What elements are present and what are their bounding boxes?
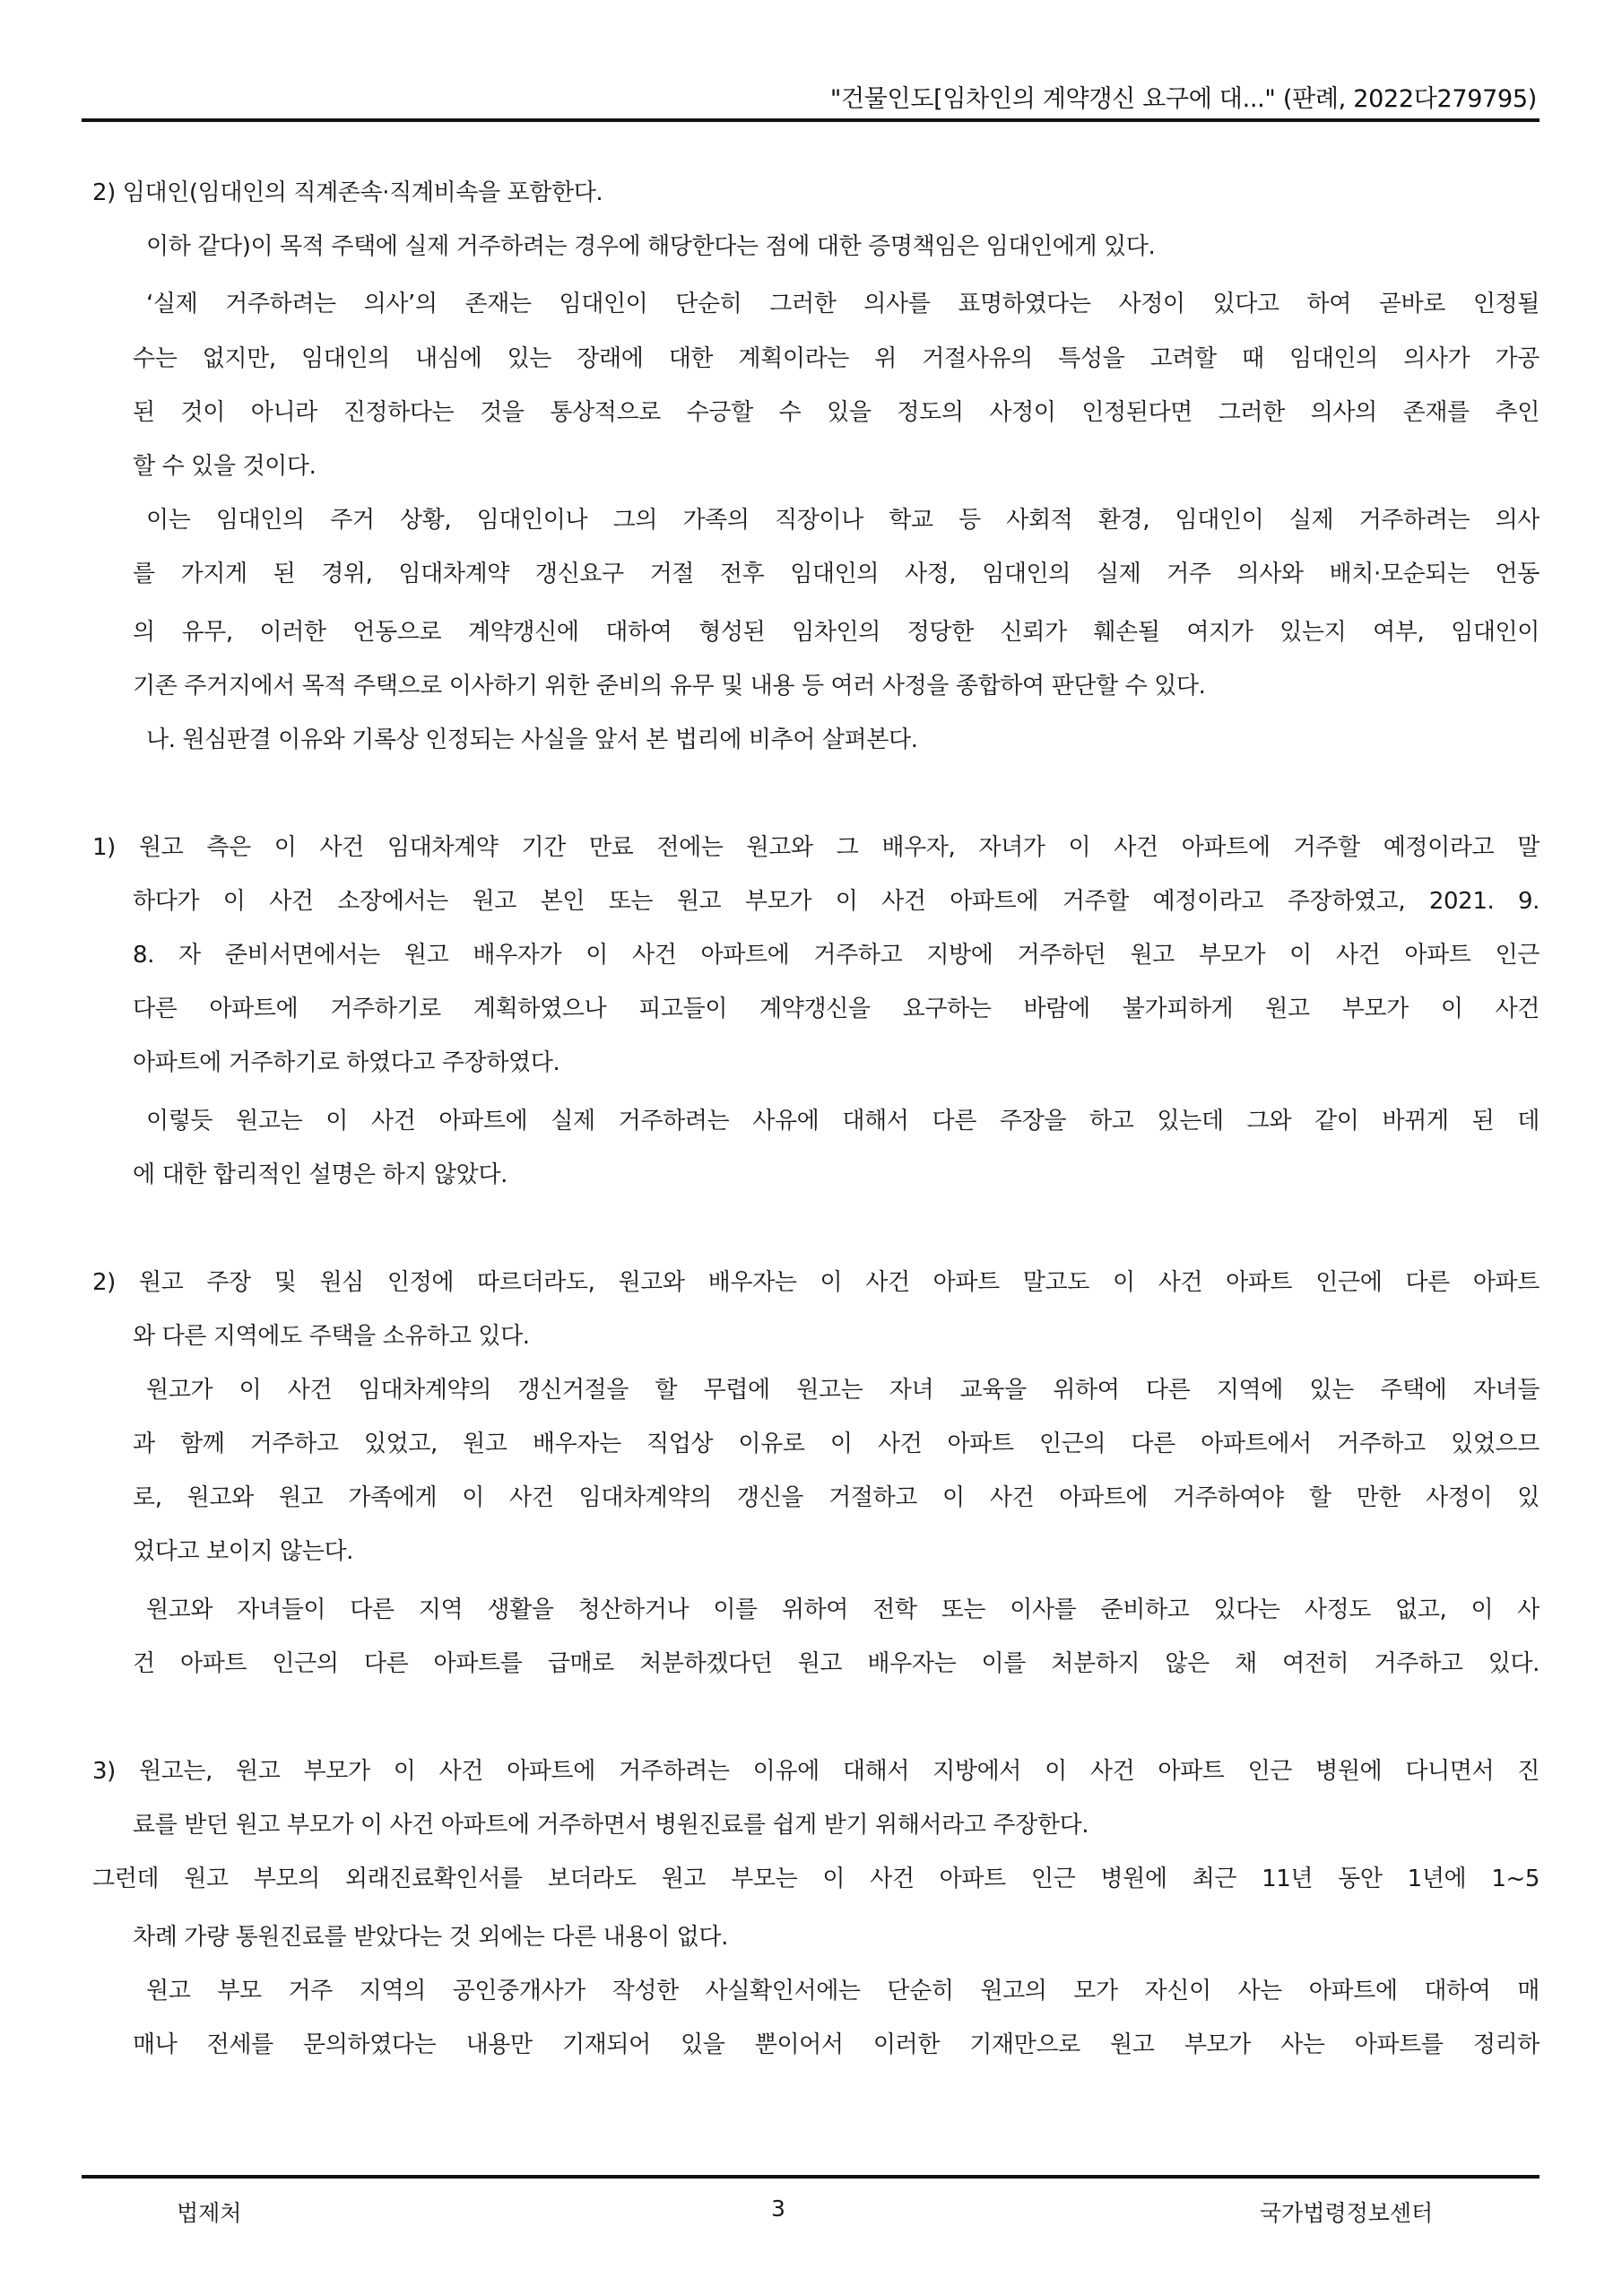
text-line: 1) 원고 측은 이 사건 임대차계약 기간 만료 전에는 원고와 그 배우자, 자녀가 이 사건 아파트에 거주할 예정이라고 말 bbox=[92, 834, 1540, 861]
text-line: 와 다른 지역에도 주택을 소유하고 있다. bbox=[133, 1323, 530, 1350]
text-line: 에 대한 합리적인 설명은 하지 않았다. bbox=[133, 1161, 507, 1188]
text-line: 2) 원고 주장 및 원심 인정에 따르더라도, 원고와 배우자는 이 사건 아파트 말고도 이 사건 아파트 인근에 다른 아파트 bbox=[92, 1269, 1540, 1296]
text-line: 이렇듯 원고는 이 사건 아파트에 실제 거주하려는 사유에 대해서 다른 주장을 하고 있는데 그와 같이 바뀌게 된 데 bbox=[146, 1108, 1540, 1135]
text-line: 2) 임대인(임대인의 직계존속·직계비속을 포함한다. bbox=[92, 179, 603, 206]
text-line: 이하 같다)이 목적 주택에 실제 거주하려는 경우에 해당한다는 점에 대한 증명책임은 임대인에게 있다. bbox=[146, 233, 1156, 260]
footer-publisher: 법제처 bbox=[177, 2200, 242, 2226]
text-line: 로, 원고와 원고 가족에게 이 사건 임대차계약의 갱신을 거절하고 이 사건 아파트에 거주하여야 할 만한 사정이 있 bbox=[133, 1484, 1540, 1511]
text-line: 었다고 보이지 않는다. bbox=[133, 1538, 354, 1565]
text-line: 된 것이 아니라 진정하다는 것을 통상적으로 수긍할 수 있을 정도의 사정이 인정된다면 그러한 의사의 존재를 추인 bbox=[133, 399, 1540, 426]
text-line: 건 아파트 인근의 다른 아파트를 급매로 처분하겠다던 원고 배우자는 이를 처분하지 않은 채 여전히 거주하고 있다. bbox=[133, 1650, 1540, 1677]
text-line: 그런데 원고 부모의 외래진료확인서를 보더라도 원고 부모는 이 사건 아파트 인근 병원에 최근 11년 동안 1년에 1~5 bbox=[92, 1866, 1540, 1892]
text-line: 과 함께 거주하고 있었고, 원고 배우자는 직업상 이유로 이 사건 아파트 인근의 다른 아파트에서 거주하고 있었으므 bbox=[133, 1431, 1540, 1457]
footer-source: 국가법령정보센터 bbox=[1260, 2200, 1434, 2226]
document-title: "건물인도[임차인의 계약갱신 요구에 대..." (판례, 2022다279795) bbox=[829, 85, 1537, 113]
text-line: 할 수 있을 것이다. bbox=[133, 453, 317, 480]
text-line: 3) 원고는, 원고 부모가 이 사건 아파트에 거주하려는 이유에 대해서 지방에서 이 사건 아파트 인근 병원에 다니면서 진 bbox=[92, 1758, 1540, 1785]
page-number: 3 bbox=[771, 2196, 785, 2222]
text-line: 아파트에 거주하기로 하였다고 주장하였다. bbox=[133, 1049, 560, 1076]
text-line: 8. 자 준비서면에서는 원고 배우자가 이 사건 아파트에 거주하고 지방에 거주하던 원고 부모가 이 사건 아파트 인근 bbox=[133, 942, 1540, 969]
text-line: 의 유무, 이러한 언동으로 계약갱신에 대하여 형성된 임차인의 정당한 신뢰가 훼손될 여지가 있는지 여부, 임대인이 bbox=[133, 619, 1540, 646]
text-line: 다른 아파트에 거주하기로 계획하였으나 피고들이 계약갱신을 요구하는 바람에 불가피하게 원고 부모가 이 사건 bbox=[133, 996, 1540, 1022]
text-line: 원고 부모 거주 지역의 공인중개사가 작성한 사실확인서에는 단순히 원고의 모가 자신이 사는 아파트에 대하여 매 bbox=[146, 1978, 1540, 2005]
text-line: 기존 주거지에서 목적 주택으로 이사하기 위한 준비의 유무 및 내용 등 여러 사정을 종합하여 판단할 수 있다. bbox=[133, 673, 1206, 700]
text-line: ‘실제 거주하려는 의사’의 존재는 임대인이 단순히 그러한 의사를 표명하였다는 사정이 있다고 하여 곧바로 인정될 bbox=[146, 291, 1540, 317]
text-line: 매나 전세를 문의하였다는 내용만 기재되어 있을 뿐이어서 이러한 기재만으로 원고 부모가 사는 아파트를 정리하 bbox=[133, 2031, 1540, 2058]
text-line: 원고와 자녀들이 다른 지역 생활을 청산하거나 이를 위하여 전학 또는 이사를 준비하고 있다는 사정도 없고, 이 사 bbox=[146, 1596, 1540, 1623]
text-line: 료를 받던 원고 부모가 이 사건 아파트에 거주하면서 병원진료를 쉽게 받기 위해서라고 주장한다. bbox=[133, 1812, 1089, 1839]
text-line: 이는 임대인의 주거 상황, 임대인이나 그의 가족의 직장이나 학교 등 사회적 환경, 임대인이 실제 거주하려는 의사 bbox=[146, 507, 1540, 534]
text-line: 수는 없지만, 임대인의 내심에 있는 장래에 대한 계획이라는 위 거절사유의 특성을 고려할 때 임대인의 의사가 가공 bbox=[133, 345, 1540, 372]
text-line: 를 가지게 된 경위, 임대차계약 갱신요구 거절 전후 임대인의 사정, 임대인의 실제 거주 의사와 배치·모순되는 언동 bbox=[133, 561, 1540, 587]
footer-divider bbox=[82, 2175, 1540, 2179]
text-line: 차례 가량 통원진료를 받았다는 것 외에는 다른 내용이 없다. bbox=[133, 1924, 728, 1951]
text-line: 나. 원심판결 이유와 기록상 인정되는 사실을 앞서 본 법리에 비추어 살펴본다. bbox=[146, 726, 918, 753]
text-line: 원고가 이 사건 임대차계약의 갱신거절을 할 무렵에 원고는 자녀 교육을 위하여 다른 지역에 있는 주택에 자녀들 bbox=[146, 1377, 1540, 1404]
header-divider bbox=[82, 118, 1540, 122]
text-line: 하다가 이 사건 소장에서는 원고 본인 또는 원고 부모가 이 사건 아파트에 거주할 예정이라고 주장하였고, 2021. 9. bbox=[133, 888, 1540, 915]
